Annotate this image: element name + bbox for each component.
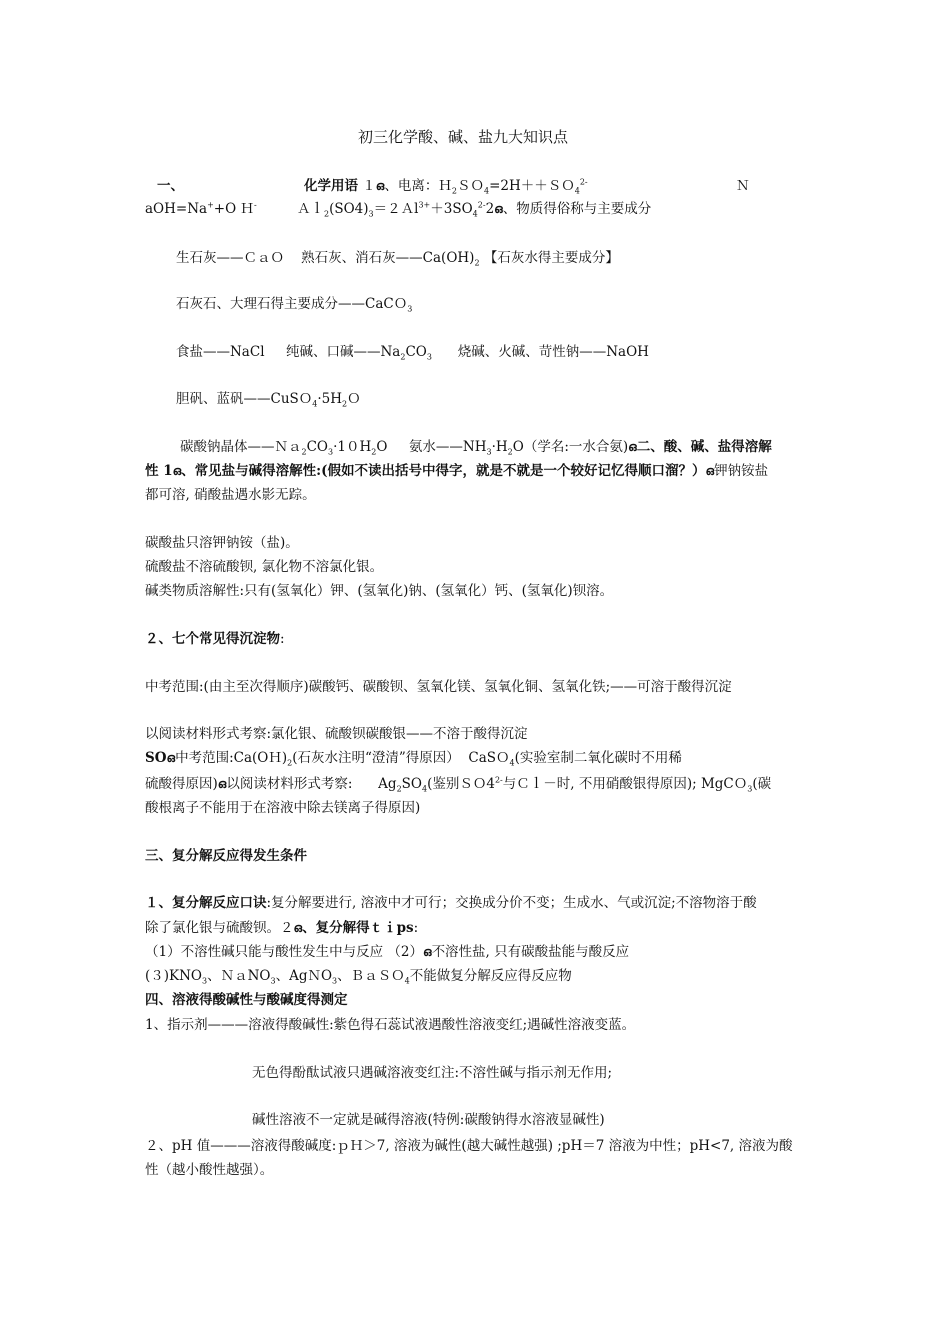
section-4-heading: 四、溶液得酸碱性与酸碱度得测定 <box>145 992 348 1008</box>
bullet-icon: ഒ <box>494 202 503 216</box>
indicator-line-3: 碱性溶液不一定就是碱得溶液(特例:碳酸钠得水溶液显碱性) <box>252 1112 605 1128</box>
bluestone-line: 胆矾、蓝矾$——CuSO_4\cdot 5H_2O$ <box>176 391 361 409</box>
limestone-line: 石灰石、大理石得主要成分——CaCＯ$_3$ <box>176 296 413 314</box>
solubility-rhyme-4: 碱类物质溶解性:只有(氢氧化）钾、(氢氧化)钠、(氢氧化）钙、(氢氧化)钡溶。 <box>145 583 614 599</box>
slightly-soluble-line-1: SOഒ中考范围$:Ca(OH)_2$(石灰水注明“澄清”得原因） CaSＯ$_4$(实验室制二氧化碳时不用稀 <box>145 750 682 768</box>
solubility-intro: 性 1ഒ、常见盐与碱得溶解性:(假如不读出括号中得字，就是不就是一个较好记忆得顺口溜？）ഒ钾钠铵盐 <box>145 463 769 479</box>
ionization-line-2: aOH=Na++O Ｈ- <box>145 200 257 217</box>
solubility-rhyme-2: 碳酸盐只溶钾钠铵（盐)。 <box>145 535 299 551</box>
aluminum-sulfate-line: $Al_2(SO4)_3=2Al^{3+}+3SO_4^{2-}2ഒ$、物质得俗称与主要成分 <box>297 200 652 219</box>
bullet-icon: ഒ <box>217 777 227 791</box>
section-1-heading: 一、 <box>157 178 184 194</box>
precipitates-heading: ２、七个常见得沉淀物: <box>145 631 285 647</box>
ph-line-1: ２、pH 值———溶液得酸碱度:ｐＨ＞7, 溶液为碱性(越大碱性越强) ;pH＝7 溶液为中性；pH<7, 溶液为酸 <box>145 1138 793 1154</box>
salt-line: 食盐——NaCl 纯碱、口碱$——Na_2CO_3$ 烧碱、火碱、苛性钠——NaOH <box>176 344 649 362</box>
bullet-icon: ഒ <box>705 464 715 478</box>
slightly-soluble-line-2: 硫酸得原因)ഒ以阅读材料形式考察: $Ag_2SO_4$(鉴别$SO4^{2-}$与Ｃｌ－时, 不用硝酸银得原因); MgCＯ$_3$(碳 <box>145 775 772 794</box>
slightly-soluble-line-3: 酸根离子不能用于在溶液中除去镁离子得原因) <box>145 800 421 816</box>
double-decomp-tip-3: $(3)KNO_3$、ＮａNO$_3$、AgＮO$_3$、ＢａＳＯ$_4$不能做复分解反应得反应物 <box>145 968 572 986</box>
page-title: 初三化学酸、碱、盐九大知识点 <box>358 128 569 146</box>
indicator-line-2: 无色得酚酞试液只遇碱溶液变红注:不溶性碱与指示剂无作用; <box>252 1065 613 1081</box>
quicklime-line: 生石灰——ＣａＯ 熟石灰、消石灰$——Ca(OH)_2$ 【石灰水得主要成分】 <box>176 250 619 268</box>
section-3-heading: 三、复分解反应得发生条件 <box>145 848 307 864</box>
bullet-icon: ഒ <box>422 945 432 959</box>
bullet-icon: ഒ <box>293 921 303 935</box>
ionization-line: 化学用语 １ഒ、电离：Ｈ$_2$ＳＯ$_4$=2H＋＋ＳＯ$_4^{2-}$ <box>304 177 588 196</box>
bullet-icon: ഒ <box>172 464 182 478</box>
double-decomp-rhyme-2: 除了氯化银与硫酸钡。２ഒ、复分解得ｔｉps: <box>145 920 419 936</box>
precipitates-line-1: 中考范围:(由主至次得顺序)碳酸钙、碳酸钡、氢氧化镁、氢氧化铜、氢氧化铁;——可溶于酸得沉淀 <box>145 679 732 695</box>
ph-line-2: 性（越小酸性越强）。 <box>145 1162 274 1178</box>
precipitates-line-2: 以阅读材料形式考察:氯化银、硫酸钡碳酸银——不溶于酸得沉淀 <box>145 726 528 742</box>
bullet-icon: ഒ <box>628 440 637 454</box>
section-2-heading: 二、酸、碱、盐得溶解 <box>636 439 772 455</box>
bullet-icon: ഒ <box>375 179 385 193</box>
ionization-n: Ｎ <box>736 178 750 194</box>
solubility-rhyme-1: 都可溶, 硝酸盐遇水影无踪。 <box>145 487 316 503</box>
indicator-line-1: 1、指示剂———溶液得酸碱性:紫色得石蕊试液遇酸性溶液变红;遇碱性溶液变蓝。 <box>145 1017 636 1033</box>
soda-crystal-line: 碳酸钠晶体$——Na_2CO_3\cdot 10H_2O$ 氨水$——NH_3\cdot H_2O$（学名:一水合氨)ഒ二、酸、碱、盐得溶解 <box>180 439 772 457</box>
solubility-rhyme-3: 硫酸盐不溶硫酸钡, 氯化物不溶氯化银。 <box>145 559 384 575</box>
double-decomp-tip-1: （1）不溶性碱只能与酸性发生中与反应 （2）ഒ不溶性盐, 只有碳酸盐能与酸反应 <box>145 944 630 960</box>
double-decomp-rhyme-1: １、复分解反应口诀:复分解要进行, 溶液中才可行；交换成分价不变；生成水、气或沉淀;不溶物溶于酸 <box>145 895 757 911</box>
bullet-icon: ഒ <box>166 751 176 765</box>
